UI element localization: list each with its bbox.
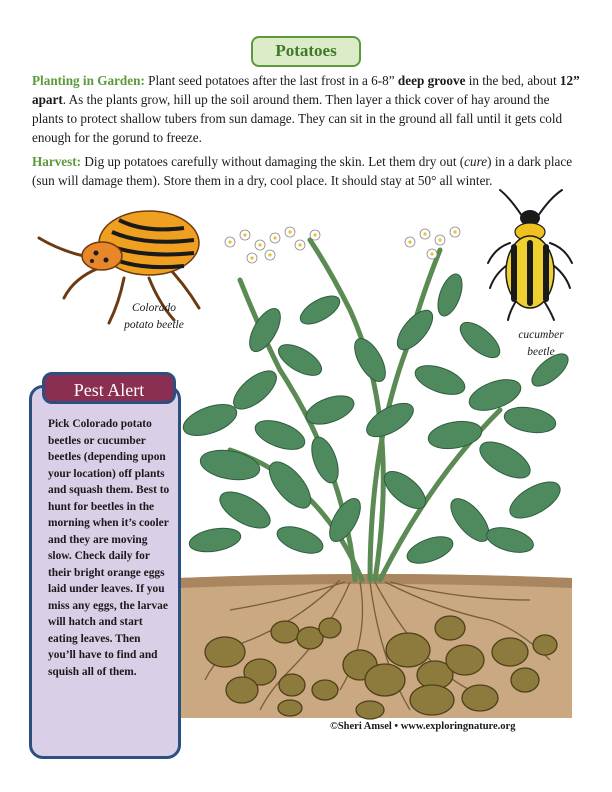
colorado-caption-line-2: potato beetle xyxy=(124,319,184,331)
colorado-caption-line-1: Colorado xyxy=(131,302,177,314)
cucumber-caption-line-1: cucumber xyxy=(518,329,564,341)
harvest-italic: cure xyxy=(464,154,488,169)
cucumber-beetle-illustration xyxy=(480,188,580,323)
pest-alert-text: Pick Colorado potato beetles or cucumber beetles (depending upon your location) off plants and squash them. Best to hunt for beetles in the morning when it’s cooler and they are moving slow. Check daily for their bright orange eggs laid under leaves. If you miss any eggs, the larvae will hatch and start eating leaves. Then you’ll have to find and squish all of them. xyxy=(48,418,170,678)
harvest-paragraph xyxy=(32,152,584,190)
planting-bold-1: deep groove xyxy=(397,73,466,88)
harvest-label: Harvest: xyxy=(32,154,82,169)
planting-text-3: . As the plants grow, hill up the soil around them. Then layer a thick cover of hay around the plants to protect shallow tubers from sun damage. They can sit in the ground all fall until it gets cold enough for the gorund to freeze. xyxy=(32,92,563,145)
planting-text-1: Plant seed potatoes after the last frost in a 6-8” xyxy=(144,73,398,88)
credit-line: ©Sheri Amsel • www.exploringnature.org xyxy=(330,721,516,732)
title-container xyxy=(0,36,612,67)
planting-bold-2: 12” apart xyxy=(32,73,580,107)
cucumber-beetle-caption xyxy=(506,327,576,361)
cucumber-caption-line-2: beetle xyxy=(527,346,555,358)
harvest-text-2: ) in a dark place (sun will damage them). Store them in a dry, cool place. It should stay at 50° all winter. xyxy=(32,154,573,188)
page-title: Potatoes xyxy=(251,36,360,67)
planting-label: Planting in Garden: xyxy=(32,73,145,88)
harvest-text-1: Dig up potatoes carefully without damaging the skin. Let them dry out ( xyxy=(81,154,465,169)
planting-text-2: in the bed, about xyxy=(465,73,560,88)
colorado-beetle-caption xyxy=(106,300,202,334)
pest-alert-title: Pest Alert xyxy=(42,372,176,404)
planting-paragraph xyxy=(32,71,584,147)
